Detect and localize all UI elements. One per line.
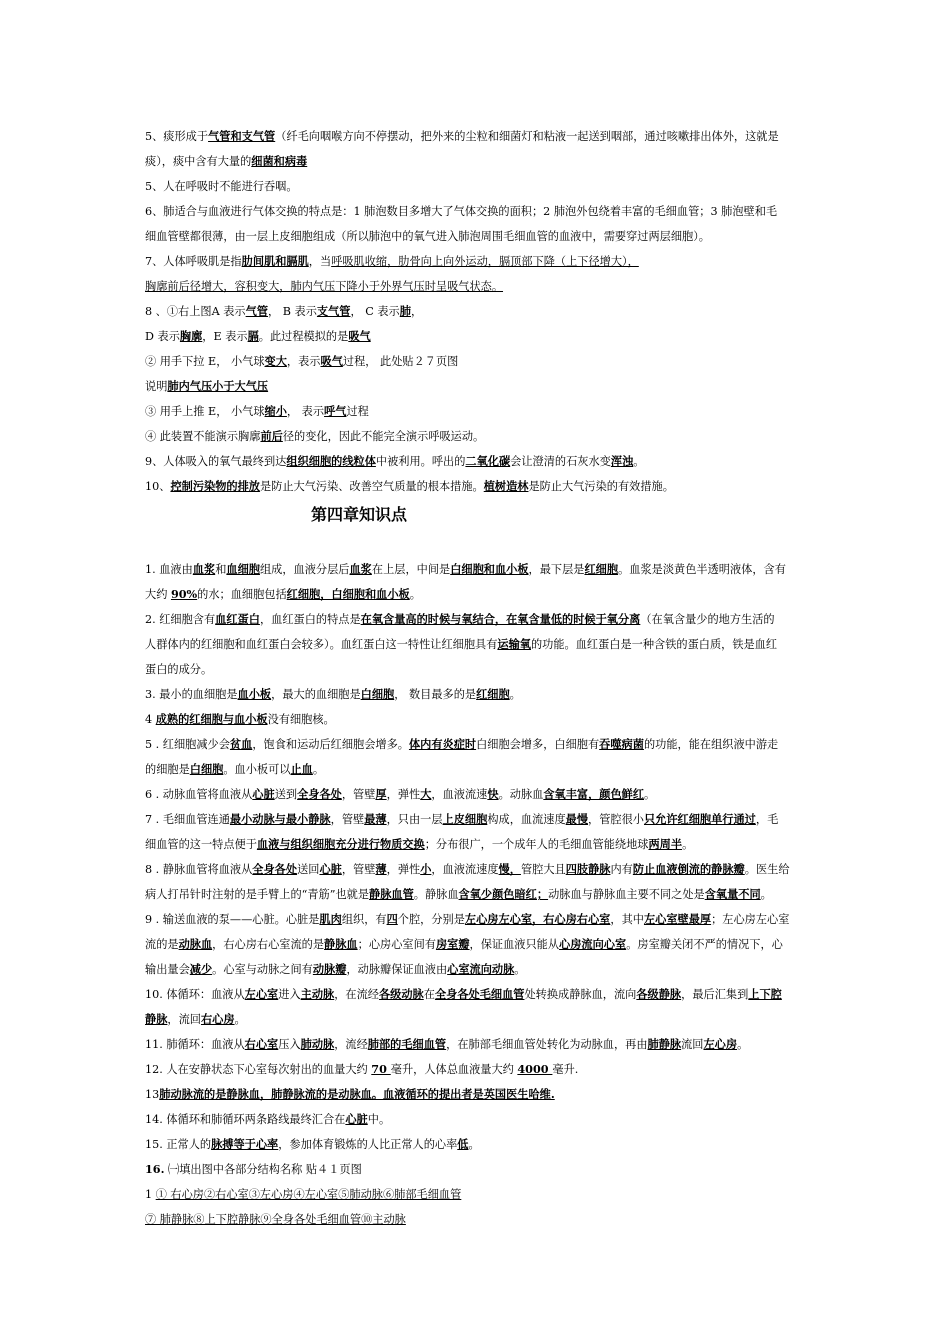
key-term: 含氧少颜色暗红；: [458, 887, 549, 901]
underlined-text: 呼吸肌收缩，肋骨向上向外运动，膈顶部下降（上下径增大），: [331, 255, 639, 268]
key-term: 厚: [375, 787, 387, 801]
plain-text: 。: [234, 1013, 246, 1026]
key-term: 呼气: [324, 404, 347, 418]
plain-text: ；心房心室间有: [357, 938, 436, 951]
plain-text: 病人打吊针时注射的是手臂上的“青筋”也就是: [145, 888, 370, 901]
key-term: 红细胞，白细胞和血小板: [286, 587, 410, 601]
plain-text: ，只由一层: [386, 813, 443, 826]
key-term: 只允许红细胞单行通过: [643, 812, 756, 826]
plain-text: 。: [682, 838, 694, 851]
plain-text: 的功能，能在组织液中游走: [643, 738, 779, 751]
text-line: [145, 399, 813, 424]
plain-text: 7 . 毛细血管连通: [145, 813, 230, 826]
plain-text: 9 . 输送血液的泵——心脏。心脏是: [145, 913, 320, 926]
key-term: 变大: [264, 354, 287, 368]
plain-text: 。血浆是淡黄色半透明液体，含有: [618, 563, 786, 576]
plain-text: 。: [409, 588, 421, 601]
key-term: 吸气: [320, 354, 343, 368]
plain-text: 动脉血与静脉血主要不同之处是: [548, 888, 705, 901]
plain-text: 6、肺适合与血液进行气体交换的特点是：1 肺泡数目多增大了气体交换的面积；2 肺泡外包绕着丰富的毛细血管；3 肺泡壁和毛: [145, 205, 778, 218]
plain-text: 。: [633, 455, 645, 468]
plain-text: ， C 表示: [350, 305, 400, 318]
plain-text: 白细胞会增多，白细胞有: [476, 738, 600, 751]
plain-text: 流回: [681, 1038, 704, 1051]
plain-text: ，在肺部毛细血管处转化为动脉血，再由: [446, 1038, 648, 1051]
text-line: [145, 582, 813, 607]
plain-text: 在: [423, 988, 435, 1001]
plain-text: 。: [312, 763, 325, 776]
plain-text: 6 . 动脉血管将血液从: [145, 788, 253, 801]
key-term: 最慢: [565, 812, 589, 826]
key-term: 肌肉: [319, 912, 342, 926]
key-term: 快: [487, 787, 499, 801]
plain-text: 过程: [346, 405, 369, 418]
plain-text: 过程， 此处贴２７页图: [342, 355, 459, 368]
plain-text: ，右心房右心室流的是: [212, 938, 325, 951]
plain-text: 。: [644, 788, 656, 801]
plain-text: ；分布很广，一个成年人的毛细血管能绕地球: [424, 838, 649, 851]
plain-text: 8 . 静脉血管将血液从: [145, 863, 253, 876]
key-term: 红细胞: [476, 687, 510, 701]
plain-text: ② 用手下拉 E， 小气球: [145, 355, 265, 368]
key-term: 左心房左心室，右心房右心室: [464, 912, 611, 926]
key-term: 红细胞: [584, 562, 619, 576]
plain-text: 。: [514, 963, 526, 976]
text-line: [145, 349, 813, 374]
key-term: 左心室: [244, 987, 279, 1001]
plain-text: ，最后汇集到: [681, 988, 749, 1001]
plain-text: 11. 肺循环：血液从: [145, 1038, 245, 1051]
text-line: [145, 299, 813, 324]
plain-text: ，动脉瓣保证血液由: [346, 963, 448, 976]
key-term: 心室流向动脉: [447, 962, 515, 976]
plain-text: 输出量会: [145, 963, 190, 976]
key-term: 肺: [399, 304, 411, 318]
plain-text: ，其中: [610, 913, 644, 926]
plain-text: 13: [145, 1088, 160, 1101]
key-term: 体内有炎症时: [408, 737, 477, 751]
plain-text: ，流经: [334, 1038, 368, 1051]
key-term: 血液与组织细胞充分进行物质交换: [256, 837, 425, 851]
plain-text: 是防止大气污染的有效措施。: [528, 480, 674, 493]
plain-text: 的水；血细胞包括: [197, 588, 287, 601]
chapter-title: 第四章知识点: [311, 505, 408, 524]
plain-text: 5 . 红细胞减少会: [145, 738, 230, 751]
text-line: [145, 374, 813, 399]
key-term: 肺动脉流的是静脉血，肺静脉流的是动脉血。血液循环的提出者是英国医生哈维.: [159, 1087, 555, 1101]
key-term: 静脉血: [324, 937, 358, 951]
key-term: 左心室壁最厚: [643, 912, 712, 926]
text-line: [145, 324, 813, 349]
key-term: 主动脉: [300, 987, 335, 1001]
plain-text: ，在流经: [334, 988, 379, 1001]
text-line: [145, 1157, 813, 1182]
text-line: [145, 982, 813, 1007]
key-term: 植树造林: [483, 479, 529, 493]
plain-text: ， 表示: [286, 405, 325, 418]
plain-text: 组织，有: [341, 913, 387, 926]
key-term: 最薄: [364, 812, 387, 826]
plain-text: 7、人体呼吸肌是指: [145, 255, 242, 268]
plain-text: ，最下层是: [528, 563, 585, 576]
text-line: [145, 707, 813, 732]
plain-text: ④ 此装置不能演示胸廓: [145, 430, 261, 443]
plain-text: D 表示: [145, 330, 180, 343]
plain-text: 人群体内的红细胞和血红蛋白会较多）。血红蛋白这一特性让红细胞具有: [145, 638, 498, 651]
text-line: [145, 807, 813, 832]
key-term: 缩小: [264, 404, 287, 418]
section-respiration: [145, 124, 813, 499]
text-line: [145, 224, 813, 249]
plain-text: 细血管壁都很薄，由一层上皮细胞组成（所以肺泡中的氧气进入肺泡周围毛细血管的血液中，需要穿过两层细胞）。: [145, 230, 710, 243]
plain-text: ㈠填出图中各部分结构名称 贴４１页图: [164, 1163, 362, 1176]
key-term: 气管和支气管: [208, 129, 276, 143]
text-line: [145, 124, 813, 149]
key-term: 脉搏等于心率: [211, 1137, 279, 1151]
plain-text: 10. 体循环：血液从: [145, 988, 245, 1001]
text-line: [145, 449, 813, 474]
key-term: 二氧化碳: [465, 454, 511, 468]
key-term: 4000: [517, 1062, 553, 1076]
key-term: 白细胞: [360, 687, 395, 701]
plain-text: 1: [145, 1188, 156, 1201]
key-term: 白细胞和血小板: [450, 562, 529, 576]
plain-text: 在上层，中间是: [371, 563, 451, 576]
key-term: 肋间肌和膈肌: [241, 254, 309, 268]
plain-text: 蛋白的成分。: [145, 663, 213, 676]
plain-text: 3. 最小的血细胞是: [145, 688, 238, 701]
key-term: 成熟的红细胞与血小板: [155, 712, 268, 726]
text-line: [145, 857, 813, 882]
plain-text: ，饱食和运动后红细胞会增多。: [252, 738, 409, 751]
plain-text: 。: [737, 1038, 749, 1051]
plain-text: 中。: [367, 1113, 391, 1126]
text-line: [145, 557, 813, 582]
plain-text: 个腔，分别是: [397, 913, 465, 926]
plain-text: ，血液流速: [431, 788, 488, 801]
plain-text: 压入: [278, 1038, 301, 1051]
key-term: 70: [371, 1062, 391, 1076]
key-term: 肺静脉: [647, 1037, 682, 1051]
key-term: 四肢静脉: [565, 862, 611, 876]
plain-text: 。: [509, 688, 521, 701]
text-line: [145, 1182, 813, 1207]
text-line: [145, 1132, 813, 1157]
plain-text: 的功能。血红蛋白是一种含铁的蛋白质，铁是血红: [530, 638, 778, 651]
plain-text: 毫升.: [552, 1063, 579, 1076]
plain-text: 大约: [145, 588, 171, 601]
plain-text: 。静脉血: [413, 888, 459, 901]
key-term: 血浆: [192, 562, 216, 576]
plain-text: ，表示: [286, 355, 321, 368]
plain-text: 会让澄清的石灰水变: [510, 455, 611, 468]
plain-text: ，流回: [167, 1013, 201, 1026]
key-term: 大: [420, 787, 432, 801]
text-line: [145, 782, 813, 807]
plain-text: 10、: [145, 480, 171, 493]
item-number: 16.: [145, 1162, 165, 1176]
plain-text: ，E 表示: [202, 330, 248, 343]
plain-text: 。: [760, 888, 772, 901]
plain-text: 。此过程模拟的是: [258, 330, 349, 343]
plain-text: 没有细胞核。: [267, 713, 335, 726]
plain-text: 送到: [274, 788, 298, 801]
text-line: [145, 932, 813, 957]
text-line: [145, 199, 813, 224]
text-line: [145, 882, 813, 907]
key-term: 血小板: [237, 687, 272, 701]
key-term: 吞噬病菌: [599, 737, 644, 751]
plain-text: 进入: [278, 988, 301, 1001]
text-line: [145, 1107, 813, 1132]
key-term: 上下腔: [748, 987, 782, 1001]
key-term: 房室瓣: [435, 937, 470, 951]
text-line: [145, 732, 813, 757]
plain-text: 中被利用。呼出的: [375, 455, 466, 468]
key-term: 白细胞: [189, 762, 224, 776]
key-term: 支气管: [316, 304, 351, 318]
text-line: [145, 149, 813, 174]
text-line: [145, 249, 813, 274]
key-term: 心脏: [252, 787, 275, 801]
key-term: 含氧丰富，颜色鲜红: [543, 787, 645, 801]
text-line: [145, 274, 813, 299]
key-term: 两周半: [648, 837, 683, 851]
key-term: 动脉血: [178, 937, 213, 951]
text-line: [145, 474, 813, 499]
text-line: [145, 832, 813, 857]
plain-text: ，血液流速度: [431, 863, 499, 876]
section-chapter-four: [145, 557, 813, 1232]
plain-text: ，管腔很小: [588, 813, 644, 826]
plain-text: 和: [215, 563, 227, 576]
key-term: 防止血液倒流的静脉瓣: [632, 862, 745, 876]
plain-text: 。: [468, 1138, 480, 1151]
key-term: 运输氧: [497, 637, 531, 651]
plain-text: 是防止大气污染、改善空气质量的根本措施。: [259, 480, 484, 493]
text-line: [145, 424, 813, 449]
plain-text: 的细胞是: [145, 763, 190, 776]
plain-text: ，当: [308, 255, 332, 268]
plain-text: 。医生给: [744, 863, 790, 876]
text-line: [145, 1207, 813, 1232]
plain-text: 痰），痰中含有大量的: [145, 155, 252, 168]
key-term: 贫血: [229, 737, 253, 751]
plain-text: ③ 用手上推 E， 小气球: [145, 405, 265, 418]
plain-text: ，: [410, 305, 423, 318]
key-term: 吸气: [348, 329, 371, 343]
plain-text: 。心室与动脉之间有: [212, 963, 313, 976]
key-term: 胸廓: [179, 329, 203, 343]
key-term: 最小动脉与最小静脉: [229, 812, 331, 826]
plain-text: ，管壁: [330, 813, 365, 826]
key-term: 右心室: [244, 1037, 279, 1051]
key-term: 低: [457, 1137, 469, 1151]
key-term: 动脉瓣: [312, 962, 347, 976]
plain-text: ，弹性: [386, 863, 421, 876]
plain-text: （纤毛向咽喉方向不停摆动，把外来的尘粒和细菌灯和粘液一起送到咽部，通过咳嗽排出体外，这就是: [275, 130, 779, 143]
key-term: 前后: [260, 429, 283, 443]
plain-text: （在氧含量少的地方生活的: [640, 613, 775, 626]
plain-text: 12. 人在安静状态下心室每次射出的血量大约: [145, 1063, 372, 1076]
key-term: 静脉: [145, 1012, 168, 1026]
plain-text: ， 数目最多的是: [394, 688, 477, 701]
key-term: 全身各处: [297, 787, 342, 801]
underlined-text: ① 右心房②右心室③左心房④左心室⑤肺动脉⑥肺部毛细血管: [155, 1188, 462, 1201]
plain-text: ，弹性: [386, 788, 421, 801]
plain-text: ，管壁: [341, 788, 376, 801]
plain-text: 径的变化，因此不能完全演示呼吸运动。: [282, 430, 485, 443]
key-term: 薄: [375, 862, 387, 876]
key-term: 肺部的毛细血管: [367, 1037, 447, 1051]
key-term: 止血: [290, 762, 313, 776]
plain-text: 4: [145, 713, 156, 726]
underlined-text: ⑦ 肺静脉⑧上下腔静脉⑨全身各处毛细血管⑩主动脉: [145, 1213, 406, 1226]
plain-text: ，血红蛋白的特点是: [259, 613, 361, 626]
key-term: 小: [420, 862, 432, 876]
plain-text: ，最大的血细胞是: [271, 688, 361, 701]
plain-text: 5、痰形成于: [145, 130, 209, 143]
text-line: [145, 1057, 813, 1082]
plain-text: 2. 红细胞含有: [145, 613, 216, 626]
key-term: 心脏: [319, 862, 342, 876]
plain-text: 9、人体吸入的氧气最终到达: [145, 455, 287, 468]
document-body: [145, 124, 813, 1232]
key-term: 血细胞: [226, 562, 260, 576]
key-term: 浑浊: [610, 454, 634, 468]
key-term: 四: [386, 912, 398, 926]
plain-text: 14. 体循环和肺循环两条路线最终汇合在: [145, 1113, 346, 1126]
key-term: 左心房: [703, 1037, 738, 1051]
plain-text: ， B 表示: [268, 305, 317, 318]
key-term: 各级动脉: [378, 987, 424, 1001]
plain-text: 毫升，人体总血液量大约: [390, 1063, 518, 1076]
plain-text: 。血小板可以: [223, 763, 291, 776]
plain-text: ，毛: [755, 813, 779, 826]
text-line: [145, 607, 813, 632]
plain-text: ，管壁: [341, 863, 376, 876]
plain-text: 说明: [145, 380, 168, 393]
key-term: 减少: [189, 962, 213, 976]
key-term: 静脉血管: [369, 887, 414, 901]
key-term: 慢，: [498, 862, 521, 876]
text-line: [145, 757, 813, 782]
plain-text: 8 、①右上图A 表示: [145, 305, 246, 318]
text-line: [145, 957, 813, 982]
plain-text: 1. 血液由: [145, 563, 193, 576]
key-term: 各级静脉: [636, 987, 682, 1001]
key-term: 在氧含量高的时候与氧结合，在氧含量低的时候于氧分离: [360, 612, 641, 626]
plain-text: 组成，血液分层后: [259, 563, 350, 576]
key-term: 细菌和病毒: [251, 154, 308, 168]
plain-text: 。房室瓣关闭不严的情况下，心: [626, 938, 783, 951]
key-term: 膈: [247, 329, 259, 343]
text-line: [145, 1032, 813, 1057]
plain-text: 内有: [610, 863, 633, 876]
key-term: 血红蛋白: [215, 612, 260, 626]
plain-text: 细血管的这一特点便于: [145, 838, 257, 851]
plain-text: 管腔大且: [520, 863, 566, 876]
plain-text: 。动脉血: [498, 788, 544, 801]
plain-text: 处转换成静脉血，流向: [524, 988, 637, 1001]
key-term: 肺动脉: [300, 1037, 335, 1051]
plain-text: 流的是: [145, 938, 179, 951]
key-term: 全身各处毛细血管: [434, 987, 525, 1001]
text-line: [145, 907, 813, 932]
text-line: [145, 632, 813, 657]
plain-text: 送回: [297, 863, 320, 876]
key-term: 肺内气压小于大气压: [167, 379, 269, 393]
plain-text: ；左心房左心室: [711, 913, 790, 926]
key-term: 上皮细胞: [442, 812, 488, 826]
underlined-text: 胸廓前后径增大，容积变大，肺内气压下降小于外界气压时呈吸气状态。: [145, 280, 504, 293]
key-term: 控制污染物的排放: [170, 479, 260, 493]
key-term: 血浆: [349, 562, 372, 576]
plain-text: 15. 正常人的: [145, 1138, 212, 1151]
key-term: 心脏: [345, 1112, 368, 1126]
plain-text: 构成，血流速度: [487, 813, 566, 826]
key-term: 右心房: [200, 1012, 235, 1026]
key-term: 90%: [170, 587, 198, 601]
plain-text: 5、人在呼吸时不能进行吞咽。: [145, 180, 298, 193]
text-line: [145, 1007, 813, 1032]
text-line: [145, 682, 813, 707]
text-line: [145, 174, 813, 199]
plain-text: ，保证血液只能从: [469, 938, 560, 951]
key-term: 心房流向心室: [559, 937, 627, 951]
key-term: 气管: [245, 304, 269, 318]
plain-text: ，参加体育锻炼的人比正常人的心率: [278, 1138, 458, 1151]
text-line: [145, 1082, 813, 1107]
key-term: 组织细胞的线粒体: [286, 454, 376, 468]
key-term: 全身各处: [252, 862, 298, 876]
text-line: [145, 657, 813, 682]
key-term: 含氧量不同: [704, 887, 761, 901]
